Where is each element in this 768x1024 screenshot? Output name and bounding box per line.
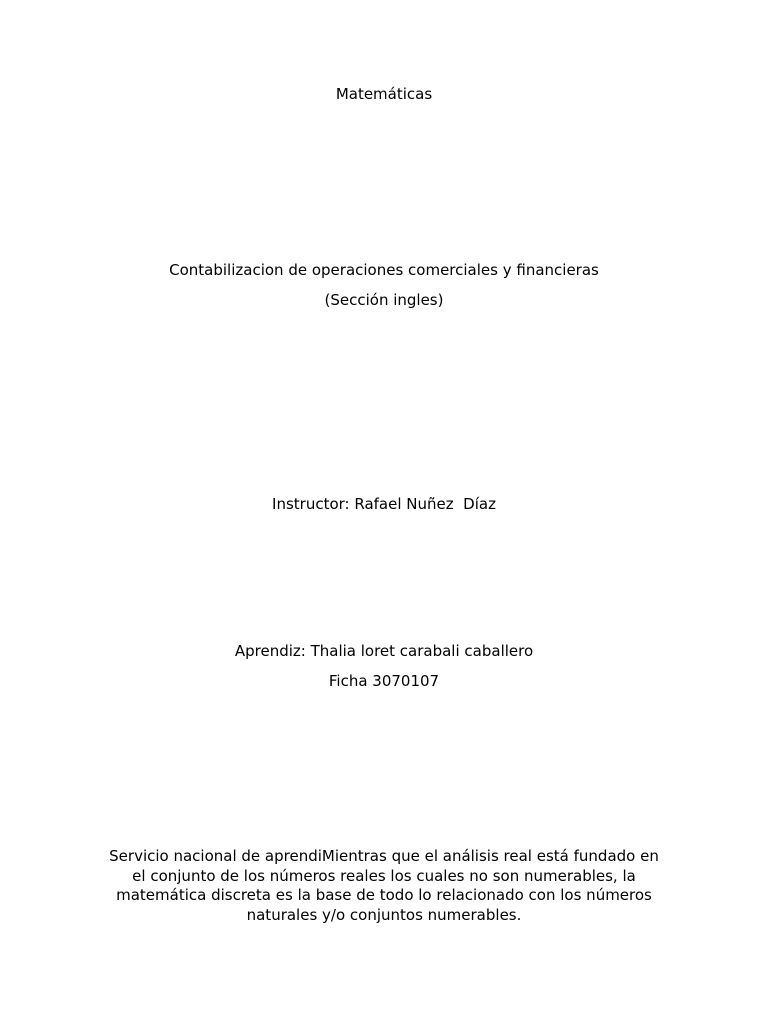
institution-footer-text: Servicio nacional de aprendiMientras que el análisis real está fundado en el conjunto de los números reales los cuales no son numerables, la matemática discreta es la base de todo lo relacionado con los números naturales y/o conjuntos numerables. bbox=[109, 847, 659, 924]
subject-title: Matemáticas bbox=[335, 85, 433, 103]
course-title: Contabilizacion de operaciones comerciales y financieras bbox=[169, 261, 599, 279]
instructor-name: Instructor: Rafael Nuñez Díaz bbox=[272, 495, 496, 513]
section-label: (Sección ingles) bbox=[324, 291, 444, 309]
apprentice-name: Aprendiz: Thalia loret carabali caballero bbox=[234, 642, 534, 660]
ficha-number: Ficha 3070107 bbox=[328, 672, 440, 690]
